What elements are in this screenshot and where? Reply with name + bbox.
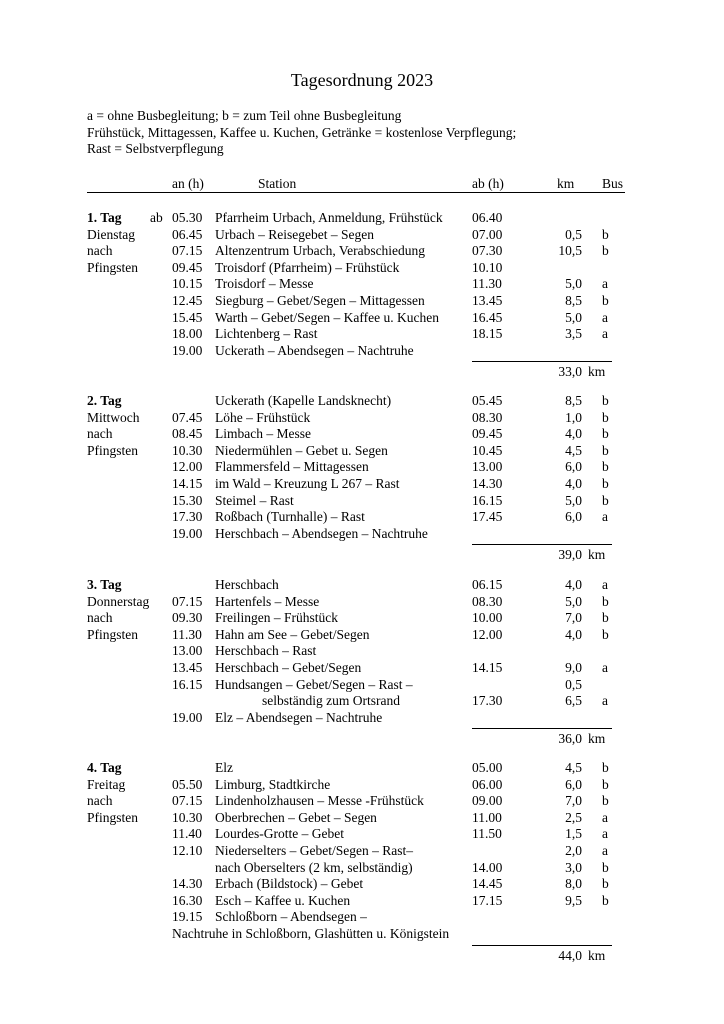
- arrival-time: 14.30: [172, 876, 203, 892]
- ab-prefix: ab: [150, 210, 163, 225]
- bus-code: a: [602, 577, 608, 592]
- arrival-time: 14.15: [172, 476, 203, 491]
- station-name: Lindenholzhausen – Messe -Frühstück: [215, 793, 424, 809]
- arrival-time: 15.30: [172, 492, 203, 508]
- departure-time: 10.10: [472, 259, 503, 275]
- station-name: Siegburg – Gebet/Segen – Mittagessen: [215, 293, 425, 308]
- distance-km: 7,0: [565, 793, 582, 809]
- arrival-time: 10.30: [172, 809, 203, 825]
- arrival-time: 09.30: [172, 610, 203, 626]
- bus-code: b: [602, 793, 609, 809]
- arrival-time: 19.00: [172, 709, 203, 725]
- station-name: Hahn am See – Gebet/Segen: [215, 626, 370, 642]
- day-title: 2. Tag: [87, 393, 122, 408]
- departure-time: 10.00: [472, 610, 503, 626]
- station-name: Warth – Gebet/Segen – Kaffee u. Kuchen: [215, 309, 439, 325]
- station-name: Steimel – Rast: [215, 492, 294, 508]
- distance-km: 5,0: [565, 276, 582, 292]
- total-rule: [472, 361, 612, 362]
- distance-km: 5,0: [565, 309, 582, 325]
- page-title: Tagesordnung 2023: [290, 70, 434, 90]
- distance-km: 3,5: [565, 326, 582, 342]
- arrival-time: 16.15: [172, 676, 203, 692]
- station-name: Oberbrechen – Gebet – Segen: [215, 809, 377, 825]
- bus-code: b: [602, 776, 609, 792]
- departure-time: 17.15: [472, 892, 503, 908]
- departure-time: 13.45: [472, 293, 503, 308]
- distance-km: 1,5: [565, 826, 582, 842]
- legend-line: a = ohne Busbegleitung; b = zum Teil ohne Busbegleitung: [87, 108, 402, 123]
- distance-km: 6,0: [565, 459, 582, 475]
- station-name: Herschbach – Abendsegen – Nachtruhe: [215, 525, 428, 541]
- station-name: Limburg, Stadtkirche: [215, 776, 331, 792]
- arrival-time: 10.15: [172, 276, 203, 292]
- distance-km: 8,5: [565, 393, 582, 408]
- distance-km: 8,0: [565, 876, 582, 892]
- arrival-time: 07.15: [172, 593, 203, 609]
- departure-time: 14.30: [472, 476, 503, 491]
- distance-km: 3,0: [565, 859, 582, 875]
- header-km: km: [557, 176, 575, 191]
- bus-code: b: [602, 876, 609, 892]
- day-subtitle: nach: [87, 793, 113, 809]
- arrival-time: 16.30: [172, 892, 203, 908]
- total-rule: [472, 945, 612, 946]
- distance-km: 8,5: [565, 293, 582, 308]
- arrival-time: 15.45: [172, 309, 203, 325]
- legend-line: Rast = Selbstverpflegung: [87, 141, 224, 156]
- departure-time: 09.00: [472, 793, 503, 809]
- header-ab: ab (h): [472, 176, 504, 191]
- departure-time: 05.00: [472, 760, 503, 775]
- station-name: Uckerath – Abendsegen – Nachtruhe: [215, 342, 414, 358]
- bus-code: a: [602, 693, 608, 709]
- legend: [87, 108, 516, 158]
- arrival-time: 05.50: [172, 776, 203, 792]
- departure-time: 11.30: [472, 276, 502, 292]
- distance-km: 6,0: [565, 509, 582, 525]
- day-total-unit: km: [588, 731, 606, 747]
- day-title: 1. Tag: [87, 210, 122, 225]
- station-name: Elz: [215, 760, 233, 775]
- arrival-time: 18.00: [172, 326, 203, 342]
- day-subtitle: nach: [87, 610, 113, 626]
- arrival-time: 12.10: [172, 843, 203, 858]
- total-rule: [472, 544, 612, 545]
- legend-line: Frühstück, Mittagessen, Kaffee u. Kuchen, Getränke = kostenlose Verpflegung;: [87, 124, 517, 140]
- arrival-time: 17.30: [172, 509, 203, 525]
- bus-code: a: [602, 309, 608, 325]
- distance-km: 10,5: [558, 243, 582, 259]
- bus-code: b: [602, 426, 609, 442]
- distance-km: 5,0: [565, 492, 582, 508]
- bus-code: b: [602, 892, 609, 908]
- departure-time: 06.15: [472, 577, 503, 592]
- arrival-time: 07.15: [172, 243, 203, 259]
- station-name: Niedermühlen – Gebet u. Segen: [215, 442, 388, 458]
- arrival-time: 19.00: [172, 525, 203, 541]
- station-name: Nachtruhe in Schloßborn, Glashütten u. Königstein: [172, 926, 450, 941]
- distance-km: 4,0: [565, 577, 582, 592]
- distance-km: 1,0: [565, 409, 582, 425]
- station-name: Hundsangen – Gebet/Segen – Rast –: [215, 676, 413, 692]
- station-name: Schloßborn – Abendsegen –: [215, 909, 367, 925]
- station-name: im Wald – Kreuzung L 267 – Rast: [215, 476, 400, 491]
- distance-km: 0,5: [565, 676, 582, 692]
- station-name: Urbach – Reisegebet – Segen: [215, 226, 374, 242]
- day-subtitle: Freitag: [87, 776, 126, 792]
- arrival-time: 10.30: [172, 442, 203, 458]
- arrival-time: 07.45: [172, 409, 203, 425]
- station-name: Troisdorf – Messe: [215, 276, 314, 292]
- departure-time: 05.45: [472, 393, 503, 408]
- departure-time: 16.45: [472, 309, 503, 325]
- day-total-km: 39,0: [558, 547, 582, 563]
- bus-code: b: [602, 293, 609, 308]
- day-total-km: 36,0: [558, 731, 582, 747]
- departure-time: 14.00: [472, 859, 503, 875]
- station-name: Lourdes-Grotte – Gebet: [215, 826, 344, 842]
- departure-time: 12.00: [472, 626, 503, 642]
- station-name: Löhe – Frühstück: [215, 409, 311, 425]
- header-an: an (h): [172, 176, 204, 191]
- station-name: Niederselters – Gebet/Segen – Rast–: [215, 843, 413, 858]
- header-station: Station: [258, 176, 297, 191]
- bus-code: b: [602, 593, 609, 609]
- bus-code: a: [602, 509, 608, 525]
- distance-km: 4,0: [565, 476, 582, 491]
- day-subtitle: Mittwoch: [87, 409, 140, 425]
- bus-code: b: [602, 760, 609, 775]
- day-title: 4. Tag: [87, 760, 122, 775]
- arrival-time: 11.40: [172, 826, 202, 842]
- distance-km: 4,0: [565, 626, 582, 642]
- day-total-km: 44,0: [558, 947, 582, 963]
- station-name: Erbach (Bildstock) – Gebet: [215, 876, 364, 892]
- day-total-unit: km: [588, 547, 606, 563]
- arrival-time: 08.45: [172, 426, 203, 442]
- day-title: 3. Tag: [87, 577, 122, 592]
- distance-km: 2,5: [565, 809, 582, 825]
- station-name: Pfarrheim Urbach, Anmeldung, Frühstück: [215, 210, 443, 225]
- day-total-unit: km: [588, 947, 606, 963]
- distance-km: 2,0: [565, 843, 582, 858]
- bus-code: a: [602, 826, 608, 842]
- bus-code: b: [602, 409, 609, 425]
- distance-km: 6,0: [565, 776, 582, 792]
- header-rule: [87, 192, 625, 193]
- bus-code: b: [602, 226, 609, 242]
- bus-code: b: [602, 459, 609, 475]
- station-name: Lichtenberg – Rast: [215, 326, 318, 342]
- distance-km: 6,5: [565, 693, 582, 709]
- departure-time: 09.45: [472, 426, 503, 442]
- distance-km: 9,5: [565, 892, 582, 908]
- distance-km: 7,0: [565, 610, 582, 626]
- departure-time: 07.30: [472, 243, 503, 259]
- arrival-time: 11.30: [172, 626, 202, 642]
- departure-time: 08.30: [472, 409, 503, 425]
- departure-time: 06.00: [472, 776, 503, 792]
- distance-km: 0,5: [565, 226, 582, 242]
- station-name: Flammersfeld – Mittagessen: [215, 459, 369, 475]
- total-rule: [472, 728, 612, 729]
- station-name: Esch – Kaffee u. Kuchen: [215, 892, 351, 908]
- bus-code: b: [602, 442, 609, 458]
- station-name: Herschbach – Rast: [215, 643, 317, 659]
- bus-code: b: [602, 859, 609, 875]
- departure-time: 11.50: [472, 826, 502, 842]
- station-name: Herschbach – Gebet/Segen: [215, 660, 362, 675]
- departure-time: 17.45: [472, 509, 503, 525]
- arrival-time: 13.45: [172, 660, 203, 675]
- bus-code: a: [602, 660, 608, 675]
- departure-time: 13.00: [472, 459, 503, 475]
- bus-code: b: [602, 476, 609, 491]
- distance-km: 9,0: [565, 660, 582, 675]
- arrival-time: 13.00: [172, 643, 203, 659]
- departure-time: 14.45: [472, 876, 503, 892]
- bus-code: b: [602, 492, 609, 508]
- day-total-unit: km: [588, 364, 606, 380]
- distance-km: 4,0: [565, 426, 582, 442]
- station-name: Elz – Abendsegen – Nachtruhe: [215, 709, 383, 725]
- station-name: Herschbach: [215, 577, 279, 592]
- departure-time: 07.00: [472, 226, 503, 242]
- departure-time: 17.30: [472, 693, 503, 709]
- bus-code: a: [602, 276, 608, 292]
- bus-code: b: [602, 610, 609, 626]
- bus-code: a: [602, 326, 608, 342]
- arrival-time: 12.45: [172, 293, 203, 308]
- bus-code: b: [602, 393, 609, 408]
- station-name: Altenzentrum Urbach, Verabschiedung: [215, 243, 426, 259]
- bus-code: b: [602, 626, 609, 642]
- station-name: Limbach – Messe: [215, 426, 311, 442]
- station-name: Hartenfels – Messe: [215, 593, 320, 609]
- departure-time: 11.00: [472, 809, 502, 825]
- station-name: Troisdorf (Pfarrheim) – Frühstück: [215, 259, 400, 275]
- departure-time: 16.15: [472, 492, 503, 508]
- station-name: selbständig zum Ortsrand: [262, 693, 400, 709]
- day-subtitle: Pfingsten: [87, 442, 139, 458]
- bus-code: a: [602, 809, 608, 825]
- distance-km: 4,5: [565, 760, 582, 775]
- bus-code: a: [602, 843, 608, 858]
- header-bus: Bus: [602, 176, 624, 191]
- day-subtitle: nach: [87, 243, 113, 259]
- arrival-time: 19.00: [172, 342, 203, 358]
- distance-km: 5,0: [565, 593, 582, 609]
- day-subtitle: Pfingsten: [87, 259, 139, 275]
- day-total-km: 33,0: [558, 364, 582, 380]
- distance-km: 4,5: [565, 442, 582, 458]
- day-subtitle: Pfingsten: [87, 626, 139, 642]
- day-subtitle: Dienstag: [87, 226, 135, 242]
- departure-time: 08.30: [472, 593, 503, 609]
- station-name: Roßbach (Turnhalle) – Rast: [215, 509, 365, 525]
- departure-time: 06.40: [472, 210, 503, 225]
- arrival-time: 12.00: [172, 459, 203, 475]
- bus-code: b: [602, 243, 609, 259]
- station-name: Uckerath (Kapelle Landsknecht): [215, 393, 392, 408]
- arrival-time: 05.30: [172, 210, 203, 225]
- arrival-time: 07.15: [172, 793, 203, 809]
- day-subtitle: Donnerstag: [87, 593, 150, 609]
- departure-time: 10.45: [472, 442, 503, 458]
- departure-time: 14.15: [472, 660, 503, 675]
- arrival-time: 09.45: [172, 259, 203, 275]
- day-subtitle: Pfingsten: [87, 809, 139, 825]
- arrival-time: 19.15: [172, 909, 203, 925]
- arrival-time: 06.45: [172, 226, 203, 242]
- station-name: nach Oberselters (2 km, selbständig): [215, 859, 413, 875]
- departure-time: 18.15: [472, 326, 503, 342]
- station-name: Freilingen – Frühstück: [215, 610, 338, 626]
- day-subtitle: nach: [87, 426, 113, 442]
